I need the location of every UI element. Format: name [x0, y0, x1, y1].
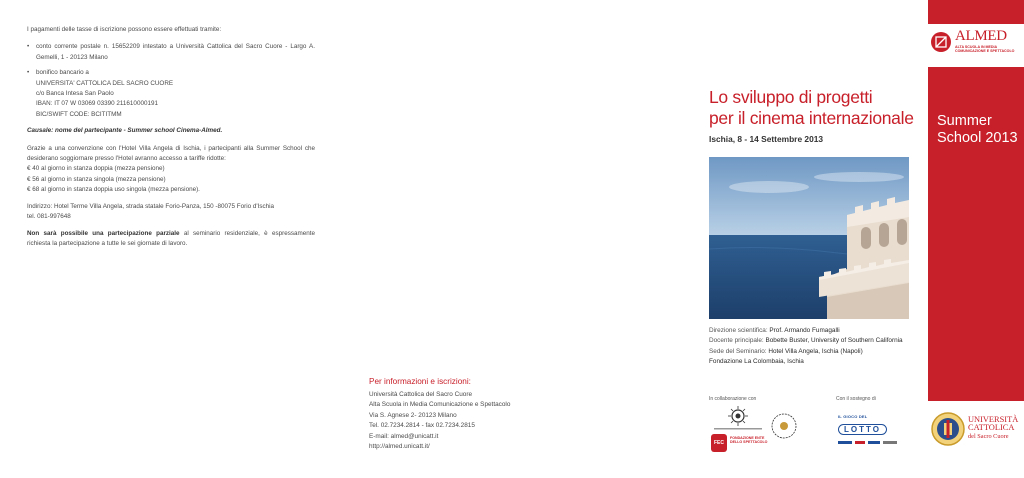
lotto-word: LOTTO	[838, 424, 887, 435]
contact-info	[369, 376, 599, 452]
contact-line: Via S. Agnese 2- 20123 Milano	[369, 411, 457, 419]
band-line: School 2013	[937, 130, 1018, 146]
castle-sea-photo	[709, 157, 909, 319]
page-title	[709, 87, 914, 129]
bank-line: BIC/SWIFT CODE: BCITITMM	[36, 110, 122, 118]
hotel-phone: tel. 081-997648	[27, 213, 71, 221]
rate-item: € 68 al giorno in stanza doppia uso singola (mezza pensione).	[27, 186, 200, 194]
rate-item: € 56 al giorno in stanza singola (mezza pensione)	[27, 175, 166, 183]
ucsc-line: UNIVERSITÀ	[968, 415, 1019, 424]
ucsc-line: del Sacro Cuore	[968, 432, 1009, 440]
bank-line: c/o Banca Intesa San Paolo	[36, 90, 114, 98]
payment-bullet-postal: • conto corrente postale n. 15652209 intestato a Università Cattolica del Sacro Cuore - Largo A. Gemelli, 1 - 20123 Milano	[27, 42, 315, 63]
almed-emblem-icon	[930, 31, 952, 53]
contact-email[interactable]: E-mail: almed@unicatt.it	[369, 432, 439, 440]
credit-line: Sede del Seminario: Hotel Villa Angela, Ischia (Napoli)	[709, 347, 863, 355]
title-line: Lo sviluppo di progetti	[709, 87, 873, 107]
credit-line: Direzione scientifica: Prof. Armando Fumagalli	[709, 327, 840, 334]
event-credits	[709, 326, 919, 368]
bank-line: IBAN: IT 07 W 03069 03390 211610000191	[36, 100, 158, 108]
contact-line: Università Cattolica del Sacro Cuore	[369, 391, 473, 398]
notice-bold: Non sarà possibile una partecipazione parziale	[27, 229, 180, 237]
almed-name: ALMED	[955, 28, 1007, 44]
participation-notice	[27, 229, 315, 250]
hotel-address: Indirizzo: Hotel Terme Villa Angela, strada statale Forio-Panza, 150 -80075 Forio d'Ischia	[27, 202, 275, 210]
sun-foundation-logo	[712, 405, 764, 431]
contact-line: Alta Scuola in Media Comunicazione e Spettacolo	[369, 401, 511, 409]
band-line: Summer	[937, 113, 992, 129]
rate-item: € 40 al giorno in stanza doppia (mezza pensione)	[27, 165, 165, 173]
notice-rest: al seminario residenziale, è espressamente richiesta la partecipazione a tutte le sei giornate di lavoro.	[27, 229, 315, 247]
fondazione-colombaia-logo	[770, 412, 798, 440]
ucsc-seal-icon	[931, 410, 965, 448]
fec-badge: FEC	[711, 434, 727, 452]
almed-tagline: ALTA SCUOLA IN MEDIA COMUNICAZIONE E SPETTACOLO	[955, 45, 1015, 54]
bank-line: UNIVERSITA' CATTOLICA DEL SACRO CUORE	[36, 79, 174, 87]
almed-logo	[930, 29, 1022, 63]
lotto-top: IL GIOCO DEL	[838, 414, 868, 419]
red-band-top	[928, 0, 1024, 24]
contact-heading: Per informazioni e iscrizioni:	[369, 377, 471, 386]
fec-logo	[711, 434, 771, 454]
event-date: Ischia, 8 - 14 Settembre 2013	[709, 134, 824, 144]
ucsc-logo	[928, 406, 1024, 452]
ucsc-line: CATTOLICA	[968, 423, 1015, 433]
contact-website[interactable]: http://almed.unicatt.it/	[369, 443, 430, 451]
payment-causale: Causale: nome del partecipante - Summer school Cinema-Almed.	[27, 127, 223, 135]
payment-info	[27, 25, 315, 249]
lotto-logo	[838, 414, 908, 448]
collaboration-label: In collaborazione con	[709, 396, 757, 402]
support-label: Con il sostegno di	[836, 396, 876, 402]
contact-line: Tel. 02.7234.2814 - fax 02.7234.2815	[369, 422, 475, 430]
fec-text: FONDAZIONE ENTE DELLO SPETTACOLO	[730, 436, 768, 445]
payment-bullet-bank: • bonifico bancario a UNIVERSITA' CATTOLICA DEL SACRO CUORE c/o Banca Intesa San Paolo IBAN: IT 07 W 03069 03390 211610000191 BIC/SWIFT CODE: BCITITMM	[27, 68, 315, 120]
bank-line: bonifico bancario a	[36, 69, 89, 77]
payment-intro: I pagamenti delle tasse di iscrizione possono essere effettuati tramite:	[27, 26, 222, 33]
summer-school-label	[937, 113, 1018, 147]
title-line: per il cinema internazionale	[709, 108, 914, 128]
postal-text: conto corrente postale n. 15652209 intestato a Università Cattolica del Sacro Cuore - Largo A. Gemelli, 1 - 20123 Milano	[36, 43, 315, 61]
credit-line: Docente principale: Bobette Buster, University of Southern California	[709, 337, 903, 345]
credit-line: Fondazione La Colombaia, Ischia	[709, 358, 804, 366]
hotel-paragraph: Grazie a una convenzione con l'Hotel Villa Angela di Ischia, i partecipanti alla Summer School che desiderano soggiornare presso l'Hotel avranno accesso a tariffe ridotte:	[27, 144, 315, 163]
